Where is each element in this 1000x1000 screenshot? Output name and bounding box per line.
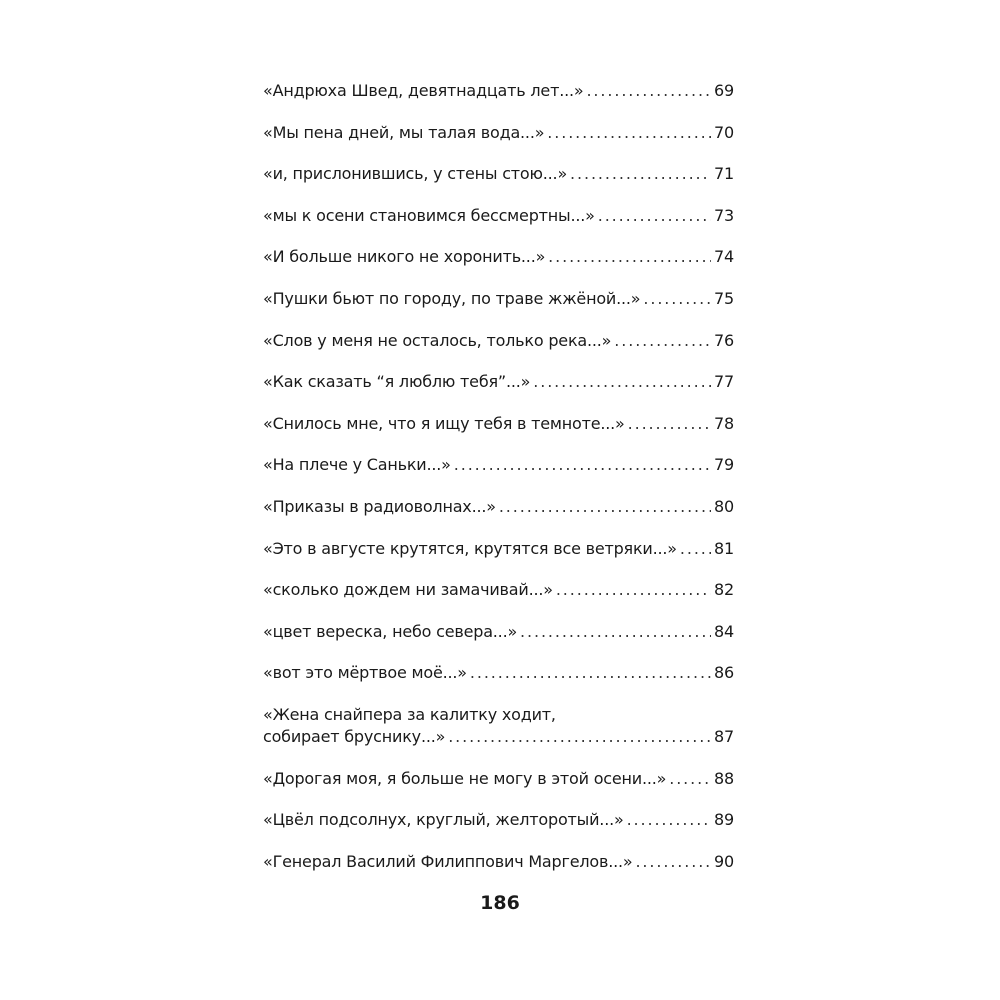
toc-entry-page: 75 (714, 288, 734, 308)
toc-entry-title: «Приказы в радиоволнах...» (263, 496, 496, 516)
dot-leader (614, 330, 711, 352)
dot-leader (598, 205, 711, 227)
dot-leader (548, 246, 711, 268)
dot-leader (628, 413, 711, 435)
toc-entry-page: 89 (714, 810, 734, 830)
dot-leader (470, 662, 711, 684)
toc-entry (263, 122, 734, 144)
toc-entry-title: «Слов у меня не осталось, только река...» (263, 330, 612, 350)
toc-entry-title: «вот это мёртвое моё...» (263, 663, 467, 683)
toc-entry (263, 809, 734, 831)
toc-entry-title: «Андрюха Швед, девятнадцать лет...» (263, 81, 584, 100)
toc-entry-page: 79 (714, 455, 734, 475)
dot-leader (520, 621, 711, 643)
dot-leader (635, 851, 711, 873)
dot-leader (533, 371, 711, 393)
toc-entry (263, 205, 734, 227)
toc-entry-title: «Это в августе крутятся, крутятся все ветряки...» (263, 538, 677, 558)
toc-entry-title: «цвет вереска, небо севера...» (263, 621, 518, 641)
toc-entry-page: 69 (714, 81, 734, 100)
toc-entry-page: 80 (714, 496, 734, 516)
dot-leader (556, 579, 711, 601)
table-of-contents (263, 80, 734, 892)
dot-leader (680, 538, 711, 560)
toc-entry-title: «Дорогая моя, я больше не могу в этой осени...» (263, 768, 667, 788)
toc-entry-title: «И больше никого не хоронить...» (263, 247, 546, 267)
toc-entry-page: 77 (714, 372, 734, 392)
toc-entry-title: «Мы пена дней, мы талая вода...» (263, 122, 545, 142)
toc-entry (263, 371, 734, 393)
toc-entry-title: «Снилось мне, что я ищу тебя в темноте...» (263, 413, 625, 433)
toc-entry-page: 70 (714, 122, 734, 142)
toc-entry (263, 80, 734, 102)
toc-entry-title-line: «Жена снайпера за калитку ходит, (263, 704, 556, 724)
toc-entry (263, 538, 734, 560)
dot-leader (586, 80, 711, 102)
toc-entry (263, 621, 734, 643)
toc-entry (263, 704, 734, 748)
toc-entry-page: 78 (714, 413, 734, 433)
dot-leader (643, 288, 711, 310)
toc-entry-page: 74 (714, 247, 734, 267)
toc-entry-title-line: собирает бруснику...» (263, 726, 446, 746)
toc-entry-title: «На плече у Саньки...» (263, 455, 451, 475)
dot-leader (547, 122, 711, 144)
page-number: 186 (480, 892, 520, 914)
toc-entry (263, 496, 734, 518)
dot-leader (627, 809, 711, 831)
toc-entry (263, 662, 734, 684)
dot-leader (499, 496, 711, 518)
toc-entry-page: 90 (714, 851, 734, 871)
toc-entry-title: «Как сказать “я люблю тебя”...» (263, 372, 531, 392)
toc-entry-title: «Генерал Василий Филиппович Маргелов...» (263, 851, 633, 871)
toc-entry-title: «и, прислонившись, у стены стою...» (263, 164, 568, 184)
dot-leader (448, 726, 711, 748)
toc-entry (263, 768, 734, 790)
toc-entry (263, 163, 734, 185)
toc-entry-title: «Пушки бьют по городу, по траве жжёной...» (263, 288, 641, 308)
dot-leader (454, 454, 711, 476)
toc-entry-title: «Цвёл подсолнух, круглый, желторотый...» (263, 810, 624, 830)
toc-entry-page: 81 (714, 538, 734, 558)
toc-entry (263, 246, 734, 268)
toc-entry (263, 330, 734, 352)
toc-entry-page: 71 (714, 164, 734, 184)
toc-entry (263, 413, 734, 435)
toc-entry (263, 288, 734, 310)
toc-entry-title: «мы к осени становимся бессмертны...» (263, 205, 595, 225)
toc-entry-page: 88 (714, 768, 734, 788)
dot-leader (570, 163, 711, 185)
toc-entry-last-line (263, 726, 734, 748)
dot-leader (669, 768, 711, 790)
toc-entry-page: 87 (714, 726, 734, 746)
toc-entry (263, 454, 734, 476)
toc-entry-page: 76 (714, 330, 734, 350)
toc-entry (263, 851, 734, 873)
toc-entry-page: 84 (714, 621, 734, 641)
toc-entry (263, 579, 734, 601)
toc-entry-page: 86 (714, 663, 734, 683)
toc-entry-page: 82 (714, 580, 734, 600)
toc-entry-page: 73 (714, 205, 734, 225)
toc-entry-title: «сколько дождем ни замачивай...» (263, 580, 553, 600)
